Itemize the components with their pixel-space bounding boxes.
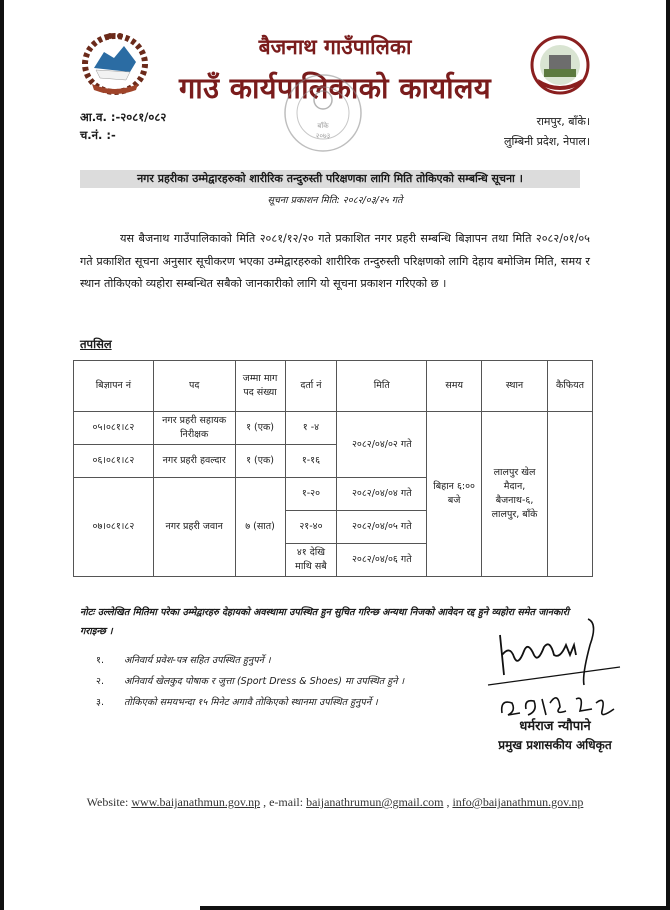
col-header-count: जम्मा माग पद संख्या: [235, 361, 285, 412]
rule-number: १.: [96, 655, 104, 666]
svg-text:बाँके: बाँके: [317, 122, 329, 130]
notice-title: नगर प्रहरीका उम्मेद्वारहरुको शारीरिक तन्दुरुस्ती परिक्षणका लागि मिति तोकिएको सम्बन्धि सूचना ।: [80, 170, 580, 188]
post-cell: नगर प्रहरी जवान: [153, 478, 235, 577]
ad-no-cell: ०५।०८१।८२: [74, 412, 154, 445]
col-header-venue: स्थान: [482, 361, 548, 412]
scan-border-bottom: [200, 906, 670, 910]
signatory-block: [480, 718, 630, 754]
count-cell: १ (एक): [235, 412, 285, 445]
publication-date: सूचना प्रकाशन मिति: २०८२/०३/२५ गते: [267, 195, 403, 206]
reference-number: च.नं. :-: [80, 128, 116, 142]
time-cell: बिहान ६:०० बजे: [427, 412, 482, 577]
email-link-official[interactable]: info@baijanathmun.gov.np: [452, 795, 584, 809]
date-cell: २०८२/०४/०६ गते: [337, 544, 427, 577]
col-header-post: पद: [153, 361, 235, 412]
reg-cell: १ -४: [285, 412, 337, 445]
col-header-time: समय: [427, 361, 482, 412]
venue-cell: लालपुर खेल मैदान, बैजनाथ-६, लालपुर, बाँके: [482, 412, 548, 577]
municipality-name: बैजनाथ गाउँपालिका: [258, 35, 412, 59]
office-seal-stamp: [282, 72, 364, 154]
website-link[interactable]: www.baijanathmun.gov.np: [131, 795, 261, 809]
scan-border-right: [666, 0, 670, 910]
email-label: , e-mail:: [263, 795, 304, 809]
signatory-name: धर्मराज न्यौपाने: [519, 719, 591, 734]
rule-text: अनिवार्य प्रवेश-पत्र सहित उपस्थित हुनुपर्ने ।: [124, 655, 271, 666]
rules-list: [96, 650, 404, 713]
handwritten-signature: [480, 615, 630, 725]
municipality-logo: [530, 35, 590, 95]
date-cell: २०८२/०४/०२ गते: [337, 412, 427, 478]
address-line-2: लुम्बिनी प्रदेश, नेपाल।: [503, 135, 590, 148]
col-header-remarks: कैफियत: [548, 361, 593, 412]
scan-border-left: [0, 0, 4, 910]
reference-block: [80, 108, 166, 144]
footer-separator: ,: [446, 795, 450, 809]
ad-no-cell: ०६।०८१।८२: [74, 445, 154, 478]
rule-number: ३.: [96, 697, 104, 708]
post-cell: नगर प्रहरी हवल्दार: [153, 445, 235, 478]
rule-text: अनिवार्य खेलकुद पोषाक र जुत्ता (Sport Dress & Shoes) मा उपस्थित हुने ।: [124, 676, 405, 687]
reg-cell: १-२०: [285, 478, 337, 511]
email-link-gmail[interactable]: baijanathrumun@gmail.com: [306, 795, 444, 809]
ad-no-cell: ०७।०८१।८२: [74, 478, 154, 577]
col-header-reg-no: दर्ता नं: [285, 361, 337, 412]
svg-text:२०७३: २०७३: [315, 132, 331, 140]
reg-cell: २१-४०: [285, 511, 337, 544]
notice-body: यस बैजनाथ गाउँपालिकाको मिति २०८१/१२/२० गते प्रकाशित नगर प्रहरी सम्बन्धि बिज्ञापन तथा मिति २०८२/०१/०५ गते प्रकाशित सूचना अनुसार सूचीकरण भएका उम्मेद्वारहरुको शारीरिक तन्दुरुस्ती परिक्षणको लागि देहाय बमोजिम मिति, समय र स्थान तोकिएको व्यहोरा सम्बन्धित सबैको जानकारीको लागि यो सूचना प्रकाशन गरिएको छ ।: [80, 232, 590, 290]
date-cell: २०८२/०४/०५ गते: [337, 511, 427, 544]
remarks-cell: [548, 412, 593, 577]
address-block: [504, 112, 590, 152]
fiscal-year: आ.व. :-२०८१/०८२: [80, 110, 167, 124]
rule-text: तोकिएको समयभन्दा १५ मिनेट अगावै तोकिएको स्थानमा उपस्थित हुनुपर्ने ।: [124, 697, 378, 708]
post-cell: नगर प्रहरी सहायक निरीक्षक: [153, 412, 235, 445]
col-header-date: मिति: [337, 361, 427, 412]
office-name: गाउँ कार्यपालिकाको कार्यालय: [178, 71, 492, 105]
reg-cell: १-१६: [285, 445, 337, 478]
table-header-row: [74, 361, 593, 412]
schedule-table: [73, 360, 593, 577]
footer-contact: [0, 795, 670, 810]
rule-item: [96, 692, 404, 713]
count-cell: १ (एक): [235, 445, 285, 478]
website-label: Website:: [86, 795, 129, 809]
rule-number: २.: [96, 676, 104, 687]
date-cell: २०८२/०४/०४ गते: [337, 478, 427, 511]
count-cell: ७ (सात): [235, 478, 285, 577]
note-text: नोटः उल्लेखित मितिमा परेका उम्मेद्वारहरु देहायको अवस्थामा उपस्थित हुन सुचित गरिन्छ अन्यथा निजको आवेदन रद्द हुने व्यहोरा समेत जानकारी गराइन्छ ।: [80, 607, 570, 637]
signatory-title: प्रमुख प्रशासकीय अधिकृत: [498, 738, 612, 752]
reg-cell: ४१ देखि माथि सबै: [285, 544, 337, 577]
address-line-1: रामपुर, बाँके।: [536, 115, 590, 128]
rule-item: [96, 671, 404, 692]
table-row: [74, 412, 593, 445]
rule-item: [96, 650, 404, 671]
schedule-heading: तपसिल: [80, 337, 112, 351]
col-header-ad-no: बिज्ञापन नं: [74, 361, 154, 412]
